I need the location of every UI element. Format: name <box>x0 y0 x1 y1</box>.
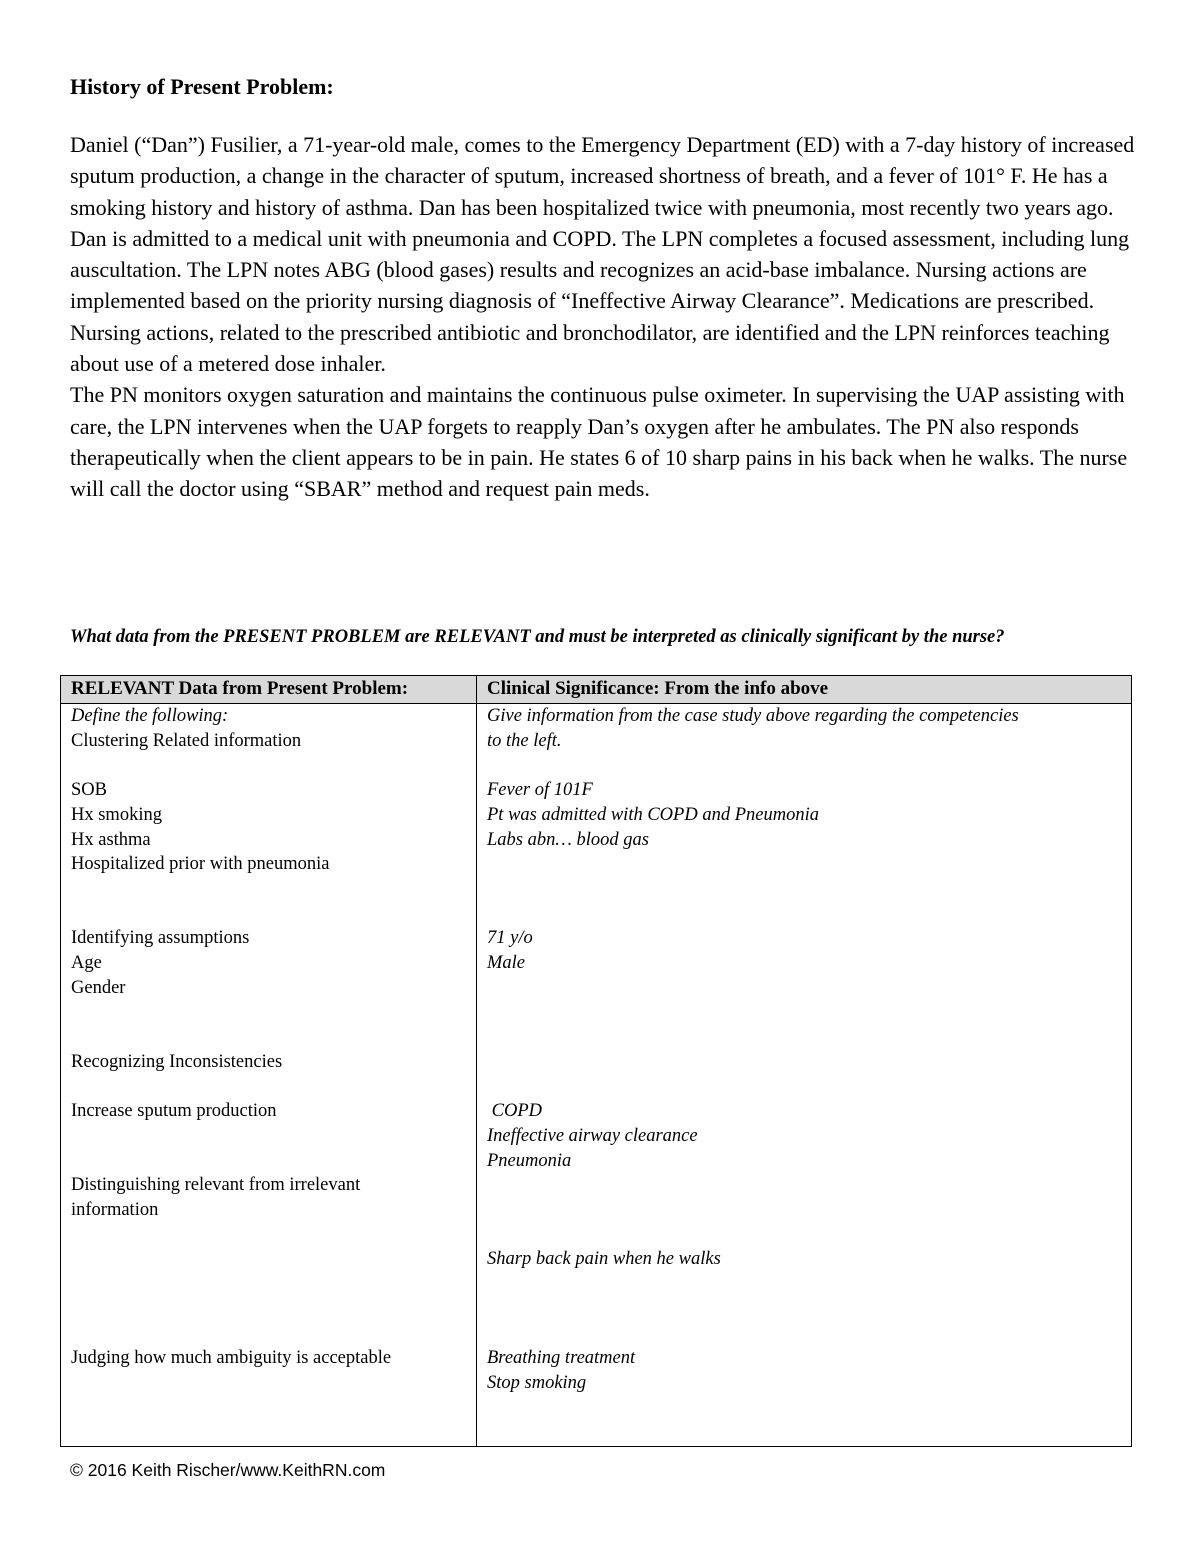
present-problem-narrative <box>70 129 1135 505</box>
clinical-significance-line: to the left. <box>487 730 562 751</box>
clinical-significance-line <box>487 976 1121 1001</box>
relevant-data-line: Recognizing Inconsistencies <box>71 1051 283 1072</box>
relevant-data-line: Hx asthma <box>71 829 151 850</box>
clinical-significance-line <box>487 1223 1121 1248</box>
relevant-data-line: Distinguishing relevant from irrelevant <box>71 1175 361 1196</box>
clinical-significance-line <box>487 1050 1121 1075</box>
relevance-question: What data from the PRESENT PROBLEM are RELEVANT and must be interpreted as clinically significant by the nurse? <box>70 627 1005 647</box>
relevant-data-line: Age <box>71 952 102 973</box>
clinical-significance-line <box>487 852 1121 877</box>
relevant-data-line <box>71 1074 466 1099</box>
header-relevant-data: RELEVANT Data from Present Problem: <box>61 676 477 704</box>
relevant-data-line: Clustering Related information <box>71 730 302 751</box>
clinical-significance-line <box>487 1272 1121 1297</box>
clinical-significance-line: Stop smoking <box>487 1372 587 1393</box>
relevant-data-line: Define the following: <box>71 706 229 726</box>
relevant-data-line: Hospitalized prior with pneumonia <box>71 854 330 875</box>
clinical-significance-line: Breathing treatment <box>487 1348 636 1369</box>
narrative-paragraph-3: The PN monitors oxygen saturation and maintains the continuous pulse oximeter. In supervising the UAP assisting with care, the LPN intervenes when the UAP forgets to reapply Dan’s oxygen after he ambulates. The PN also responds therapeutically when the client appears to be in pain. He states 6 of 10 sharp pains in his back when he walks. The nurse will call the doctor using “SBAR” method and request pain meds. <box>70 382 1128 502</box>
clinical-significance-line <box>487 1297 1121 1322</box>
relevant-data-line <box>71 1247 466 1272</box>
clinical-significance-line: Sharp back pain when he walks <box>487 1249 721 1270</box>
clinical-significance-line <box>487 1074 1121 1099</box>
relevant-data-line <box>71 1000 466 1025</box>
relevant-data-line: Judging how much ambiguity is acceptable <box>71 1348 392 1369</box>
header-clinical-significance: Clinical Significance: From the info above <box>477 676 1132 704</box>
clinical-significance-line: Pneumonia <box>487 1150 572 1171</box>
clinical-significance-line <box>487 902 1121 927</box>
clinical-significance-line <box>487 877 1121 902</box>
clinical-significance-line <box>487 1000 1121 1025</box>
table-row <box>61 704 1132 1447</box>
narrative-paragraph-1: Daniel (“Dan”) Fusilier, a 71-year-old male, comes to the Emergency Department (ED) with a 7-day history of increased sputum production, a change in the character of sputum, increased shortness of breath, and a fever of 101° F. He has a smoking history and history of asthma. Dan has been hospitalized twice with pneumonia, most recently two years ago. <box>70 132 1135 220</box>
clinical-significance-line <box>487 753 1121 778</box>
clinical-significance-line: Pt was admitted with COPD and Pneumonia <box>487 804 819 825</box>
relevant-data-line <box>71 1297 466 1322</box>
clinical-significance-line: Male <box>487 952 526 973</box>
clinical-significance-line <box>487 1025 1121 1050</box>
relevant-data-line <box>71 1025 466 1050</box>
clinical-significance-line: 71 y/o <box>487 928 533 949</box>
clinical-significance-line: COPD <box>487 1101 542 1122</box>
relevant-data-line <box>71 753 466 778</box>
table-header-row <box>61 676 1132 704</box>
relevant-data-line <box>71 1124 466 1149</box>
relevant-data-line <box>71 1223 466 1248</box>
relevant-data-cell <box>61 704 477 1447</box>
relevant-data-line: Increase sputum production <box>71 1101 277 1122</box>
clinical-significance-line: Give information from the case study above regarding the competencies <box>487 706 1019 726</box>
clinical-significance-line: Fever of 101F <box>487 780 593 801</box>
relevant-data-line: SOB <box>71 780 107 801</box>
narrative-paragraph-2: Dan is admitted to a medical unit with pneumonia and COPD. The LPN completes a focused assessment, including lung auscultation. The LPN notes ABG (blood gases) results and recognizes an acid-base imbalance. Nursing actions are implemented based on the priority nursing diagnosis of “Ineffective Airway Clearance”. Medications are prescribed. Nursing actions, related to the prescribed antibiotic and bronchodilator, are identified and the LPN reinforces teaching about use of a metered dose inhaler. <box>70 225 1130 377</box>
relevant-data-line: information <box>71 1199 159 1220</box>
relevant-data-line <box>71 1321 466 1346</box>
relevant-data-line: Identifying assumptions <box>71 928 250 949</box>
clinical-significance-line <box>487 1173 1121 1198</box>
relevant-data-table <box>60 675 1132 1447</box>
clinical-significance-line: Ineffective airway clearance <box>487 1125 698 1146</box>
clinical-significance-line <box>487 1198 1121 1223</box>
clinical-significance-line: Labs abn… blood gas <box>487 829 649 850</box>
copyright-footer: © 2016 Keith Rischer/www.KeithRN.com <box>70 1460 386 1480</box>
clinical-significance-line <box>487 1321 1121 1346</box>
relevant-data-line: Hx smoking <box>71 804 162 825</box>
relevant-data-line <box>71 877 466 902</box>
relevant-data-line <box>71 1149 466 1174</box>
relevant-data-line: Gender <box>71 977 126 998</box>
relevant-data-line <box>71 902 466 927</box>
clinical-significance-cell[interactable] <box>477 704 1132 1447</box>
page-heading: History of Present Problem: <box>70 74 334 99</box>
relevant-data-line <box>71 1272 466 1297</box>
